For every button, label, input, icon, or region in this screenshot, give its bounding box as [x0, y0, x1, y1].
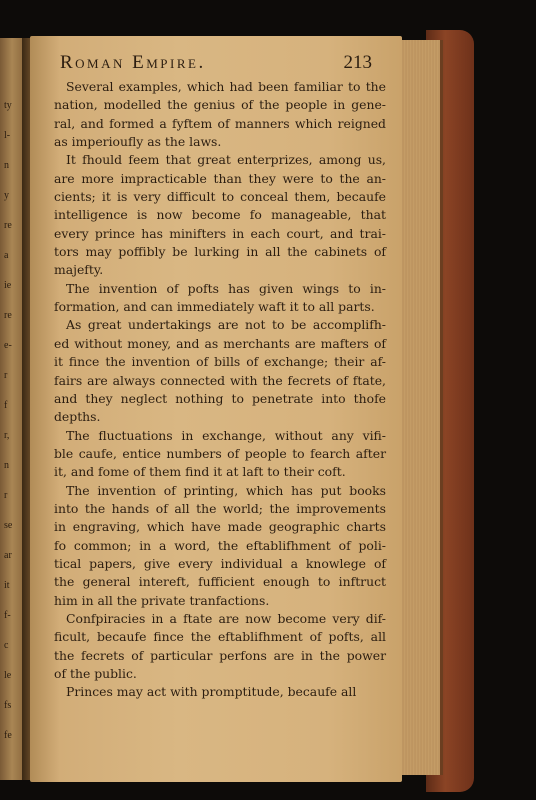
paragraph	[54, 151, 386, 279]
text-line: The invention of printing, which has put books	[66, 482, 386, 498]
facing-page-fragment: y	[4, 190, 9, 201]
text-line: in engraving, which have made geographic charts	[54, 519, 386, 535]
text-line: The fluctuations in exchange, without any vifi-	[66, 427, 386, 443]
text-line: it, and fome of them find it at laft to their coft.	[54, 464, 346, 480]
text-line: intelligence is now become fo manageable, that	[54, 207, 386, 223]
paragraph	[54, 482, 386, 610]
facing-page-fragment: ie	[4, 280, 12, 291]
text-line: Princes may act with promptitude, becaufe all	[66, 684, 357, 700]
facing-page-fragment: ty	[4, 100, 12, 111]
text-line: cients; it is very difficult to conceal them, becaufe	[54, 189, 386, 205]
text-line: nation, modelled the genius of the people in gene-	[54, 97, 386, 113]
paragraph	[54, 78, 386, 151]
text-line: Several examples, which had been familiar to the	[66, 79, 386, 94]
facing-page-fragment: r	[4, 370, 8, 381]
text-line: him in all the private tranfactions.	[54, 592, 270, 608]
text-line: and they neglect nothing to penetrate into thofe	[54, 390, 386, 406]
facing-page-fragment: c	[4, 640, 9, 651]
text-line: the general intereft, fufficient enough to inftruct	[54, 574, 386, 590]
text-line: the fecrets of particular perfons are in the power	[54, 647, 386, 663]
text-line: depths.	[54, 409, 101, 425]
text-line: every prince has minifters in each court, and trai-	[54, 225, 386, 241]
page-edges	[400, 40, 443, 775]
facing-page-fragment: r,	[4, 430, 10, 441]
text-line: it fince the invention of bills of exchange; their af-	[54, 354, 386, 370]
facing-page-edge	[0, 38, 24, 780]
text-line: ed without money, and as merchants are mafters of	[54, 335, 386, 351]
facing-page-fragment: f	[4, 400, 8, 411]
facing-page-fragment: fs	[4, 700, 12, 711]
facing-page-fragment: it	[4, 580, 10, 591]
facing-page-fragment: fe	[4, 730, 12, 741]
text-line: ral, and formed a fyftem of manners which reigned	[54, 115, 386, 131]
paragraph	[54, 683, 386, 701]
facing-page-fragment: e-	[4, 340, 12, 351]
facing-page-fragment: r	[4, 490, 8, 501]
facing-page-fragment: a	[4, 250, 9, 261]
paragraph	[54, 610, 386, 683]
text-line: tical papers, give every individual a knowlege of	[54, 555, 386, 571]
text-line: Confpiracies in a ftate are now become very dif-	[66, 610, 386, 626]
facing-page-fragment: l-	[4, 130, 11, 141]
text-line: ble caufe, entice numbers of people to fearch after	[54, 445, 386, 461]
text-line: fo common; in a word, the eftablifhment of poli-	[54, 537, 386, 553]
paragraph	[54, 280, 386, 317]
facing-page-fragment: ar	[4, 550, 12, 561]
facing-page-fragment: f-	[4, 610, 11, 621]
page-text	[54, 52, 386, 702]
page-number: 213	[343, 52, 372, 73]
facing-page-fragment: n	[4, 160, 9, 171]
text-line: as imperioufly as the laws.	[54, 134, 222, 150]
facing-page-fragment: n	[4, 460, 9, 471]
running-title: Roman Empire.	[60, 52, 206, 73]
facing-page-fragment: le	[4, 670, 12, 681]
text-line: of the public.	[54, 666, 137, 681]
text-line: The invention of pofts has given wings to in-	[66, 280, 386, 296]
facing-page-fragment: re	[4, 310, 12, 321]
text-line: into the hands of all the world; the improvements	[54, 500, 386, 516]
text-line: tors may poffibly be lurking in all the cabinets of	[54, 244, 386, 260]
running-header	[54, 52, 386, 78]
text-line: ficult, becaufe fince the eftablifhment of pofts, all	[54, 629, 386, 645]
text-line: formation, and can immediately waft it to all parts.	[54, 299, 375, 315]
text-line: are more impracticable than they were to the an-	[54, 170, 386, 186]
text-line: It fhould feem that great enterprizes, among us,	[66, 152, 386, 168]
paragraph	[54, 316, 386, 426]
text-line: majefty.	[54, 262, 104, 278]
text-line: As great undertakings are not to be accomplifh-	[66, 317, 386, 333]
paragraph	[54, 427, 386, 482]
facing-page-fragment: re	[4, 220, 12, 231]
facing-page-fragment: se	[4, 520, 13, 531]
text-line: fairs are always connected with the fecrets of ftate,	[54, 372, 386, 388]
page-body	[54, 78, 386, 702]
